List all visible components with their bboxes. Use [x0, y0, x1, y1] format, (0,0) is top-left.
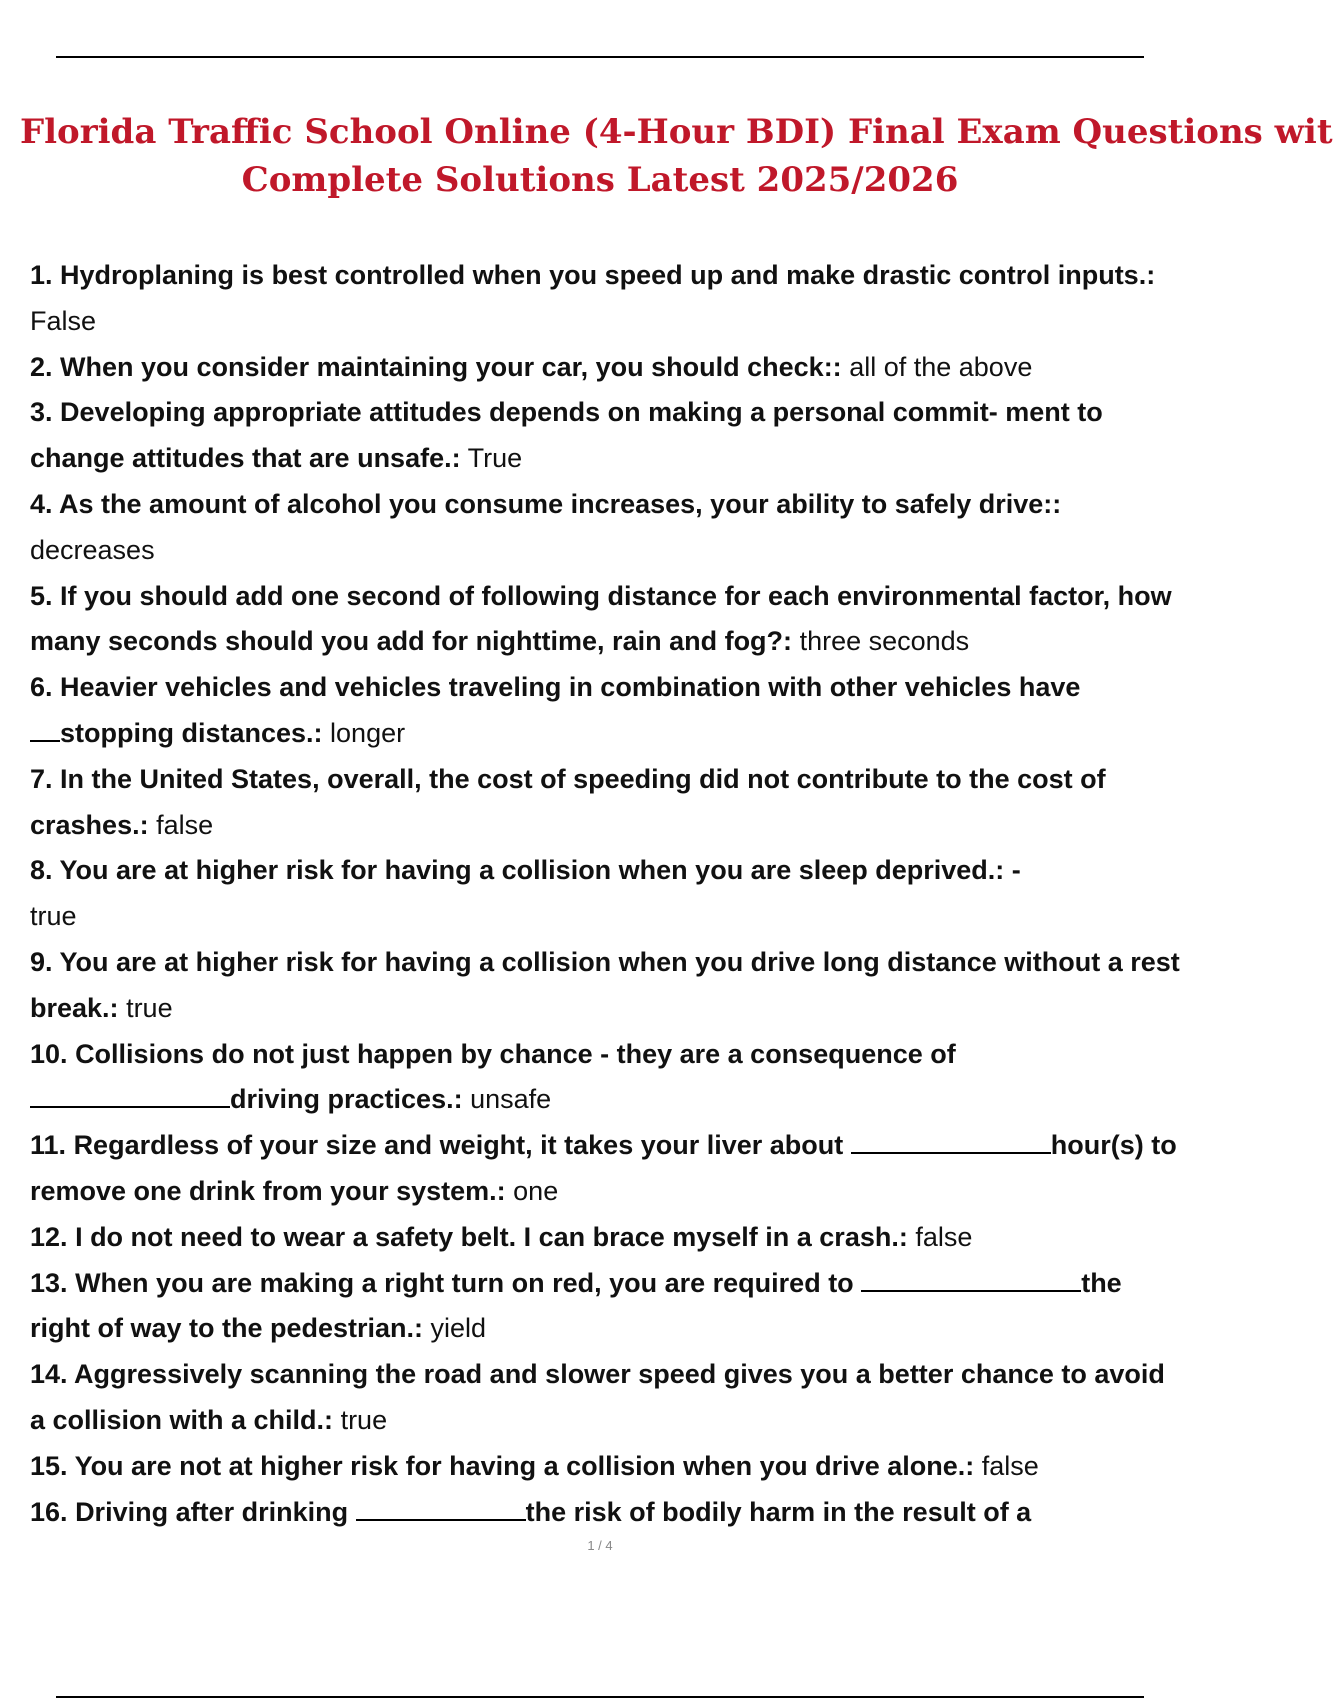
question-item-2: 2. When you consider maintaining your car, you should check:: all of the above — [30, 351, 1033, 382]
answer: three seconds — [799, 626, 970, 657]
question-item-13: 13. When you are making a right turn on red, you are required to the right of way to the pedestrian.: yield — [30, 1261, 1185, 1353]
answer: decreases — [30, 534, 155, 565]
question-item-15: 15. You are not at higher risk for having a collision when you drive alone.: false — [30, 1450, 1039, 1481]
question-item-9: 9. You are at higher risk for having a collision when you drive long distance without a rest break.: true — [30, 946, 1180, 1023]
answer: true — [30, 901, 77, 932]
question-item-1: 1. Hydroplaning is best controlled when you speed up and make drastic control inputs.: False — [30, 260, 1156, 336]
bottom-rule — [56, 1696, 1144, 1698]
title-line-2: Complete Solutions Latest 2025/2026 — [241, 160, 959, 200]
top-rule — [56, 56, 1144, 58]
answer: yield — [430, 1313, 487, 1344]
question-item-11: 11. Regardless of your size and weight, it takes your liver about hour(s) to remove one drink from your system.: one — [30, 1123, 1185, 1215]
answer: false — [915, 1221, 973, 1252]
answer: false — [981, 1450, 1039, 1481]
question-item-12: 12. I do not need to wear a safety belt. I can brace myself in a crash.: false — [30, 1221, 973, 1252]
question-item-5: 5. If you should add one second of following distance for each environmental factor, how many seconds should you add for nighttime, rain and fog?: three seconds — [30, 580, 1172, 657]
answer: true — [340, 1404, 388, 1435]
question-item-16: 16. Driving after drinking the risk of bodily harm in the result of a — [30, 1490, 1185, 1536]
question-item-3: 3. Developing appropriate attitudes depends on making a personal commit- ment to change attitudes that are unsafe.: True — [30, 397, 1103, 474]
question-item-8: 8. You are at higher risk for having a collision when you are sleep deprived.: - true — [30, 855, 1021, 932]
document-title — [0, 108, 1333, 204]
blank-line — [356, 1493, 526, 1521]
answer: longer — [330, 717, 406, 748]
answer: unsafe — [470, 1084, 552, 1115]
question-item-4: 4. As the amount of alcohol you consume increases, your ability to safely drive:: decreases — [30, 488, 1062, 565]
answer: false — [156, 809, 214, 840]
blank-line — [30, 1080, 230, 1108]
blank-line — [851, 1126, 1051, 1154]
answer: all of the above — [849, 351, 1033, 382]
answer: False — [30, 305, 97, 336]
page-indicator: 1 / 4 — [587, 1538, 613, 1553]
question-item-7: 7. In the United States, overall, the cost of speeding did not contribute to the cost of crashes.: false — [30, 763, 1106, 840]
answer: true — [126, 992, 173, 1023]
question-item-14: 14. Aggressively scanning the road and slower speed gives you a better chance to avoid a collision with a child.: true — [30, 1359, 1165, 1435]
answer: True — [467, 443, 523, 474]
blank-line — [30, 714, 60, 742]
question-item-10: 10. Collisions do not just happen by chance - they are a consequence of driving practices.: unsafe — [30, 1038, 956, 1115]
title-line-1: Florida Traffic School Online (4-Hour BDI) Final Exam Questions wit — [20, 112, 1333, 152]
blank-line — [861, 1264, 1081, 1292]
answer: one — [513, 1175, 559, 1206]
question-list — [30, 253, 1185, 1535]
question-item-6: 6. Heavier vehicles and vehicles traveling in combination with other vehicles have stopping distances.: longer — [30, 672, 1081, 748]
